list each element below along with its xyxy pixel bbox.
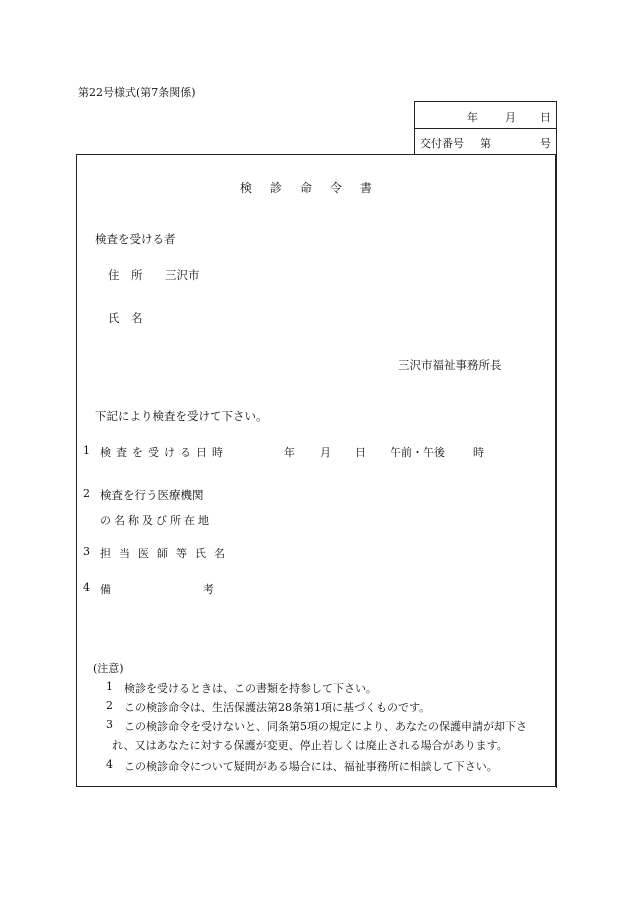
- note-4-text: この検診命令について疑問がある場合には、福祉事務所に相談して下さい。: [124, 760, 498, 773]
- datetime-ampm: 午前・午後: [390, 446, 445, 459]
- item-2-label: 検査を行う医療機関: [100, 488, 204, 502]
- datetime-day: 日: [355, 446, 366, 459]
- datetime-hour: 時: [473, 446, 484, 459]
- item-3-number: 3: [83, 545, 90, 558]
- examinee-heading: 検査を受ける者: [95, 232, 176, 246]
- note-3-continuation: れ、又はあなたに対する保護が変更、停止若しくは廃止される場合があります。: [112, 739, 508, 752]
- note-1-text: 検診を受けるときは、この書類を持参して下さい。: [124, 682, 377, 695]
- note-2-text: この検診命令は、生活保護法第28条第1項に基づくものです。: [124, 701, 431, 714]
- address-label: 住 所: [108, 268, 143, 282]
- note-4-number: 4: [106, 758, 113, 771]
- note-2-number: 2: [106, 699, 113, 712]
- document-title: 検診命令書: [240, 181, 391, 195]
- item-2-label-line2: の名称及び所在地: [100, 514, 212, 527]
- date-year-label: 年: [467, 111, 478, 124]
- item-4-label-a: 備: [100, 583, 111, 596]
- item-2-number: 2: [83, 487, 90, 500]
- issuer-name: 三沢市福祉事務所長: [398, 358, 502, 372]
- name-label: 氏 名: [108, 311, 143, 325]
- instruction-text: 下記により検査を受けて下さい。: [95, 409, 268, 423]
- issue-number-suffix: 号: [540, 137, 551, 150]
- address-value: 三沢市: [165, 268, 200, 282]
- date-month-label: 月: [505, 111, 516, 124]
- issue-number-prefix: 第: [480, 137, 491, 150]
- note-3-text: この検診命令を受けないと、同条第5項の規定により、あなたの保護申請が却下さ: [124, 720, 527, 733]
- issue-number-label: 交付番号: [420, 137, 464, 150]
- note-1-number: 1: [106, 680, 113, 693]
- item-4-number: 4: [83, 581, 90, 594]
- notes-heading: (注意): [93, 662, 124, 675]
- item-4-label-b: 考: [203, 583, 214, 596]
- datetime-month: 月: [320, 446, 331, 459]
- form-number: 第22号様式(第7条関係): [78, 86, 196, 99]
- frame-right-edge: [556, 101, 557, 788]
- date-day-label: 日: [540, 111, 551, 124]
- item-1-number: 1: [83, 444, 90, 457]
- item-1-label: 検査を受ける日時: [100, 446, 228, 459]
- note-3-number: 3: [106, 718, 113, 731]
- datetime-year: 年: [284, 446, 295, 459]
- item-3-label: 担当医師等氏名: [100, 547, 233, 560]
